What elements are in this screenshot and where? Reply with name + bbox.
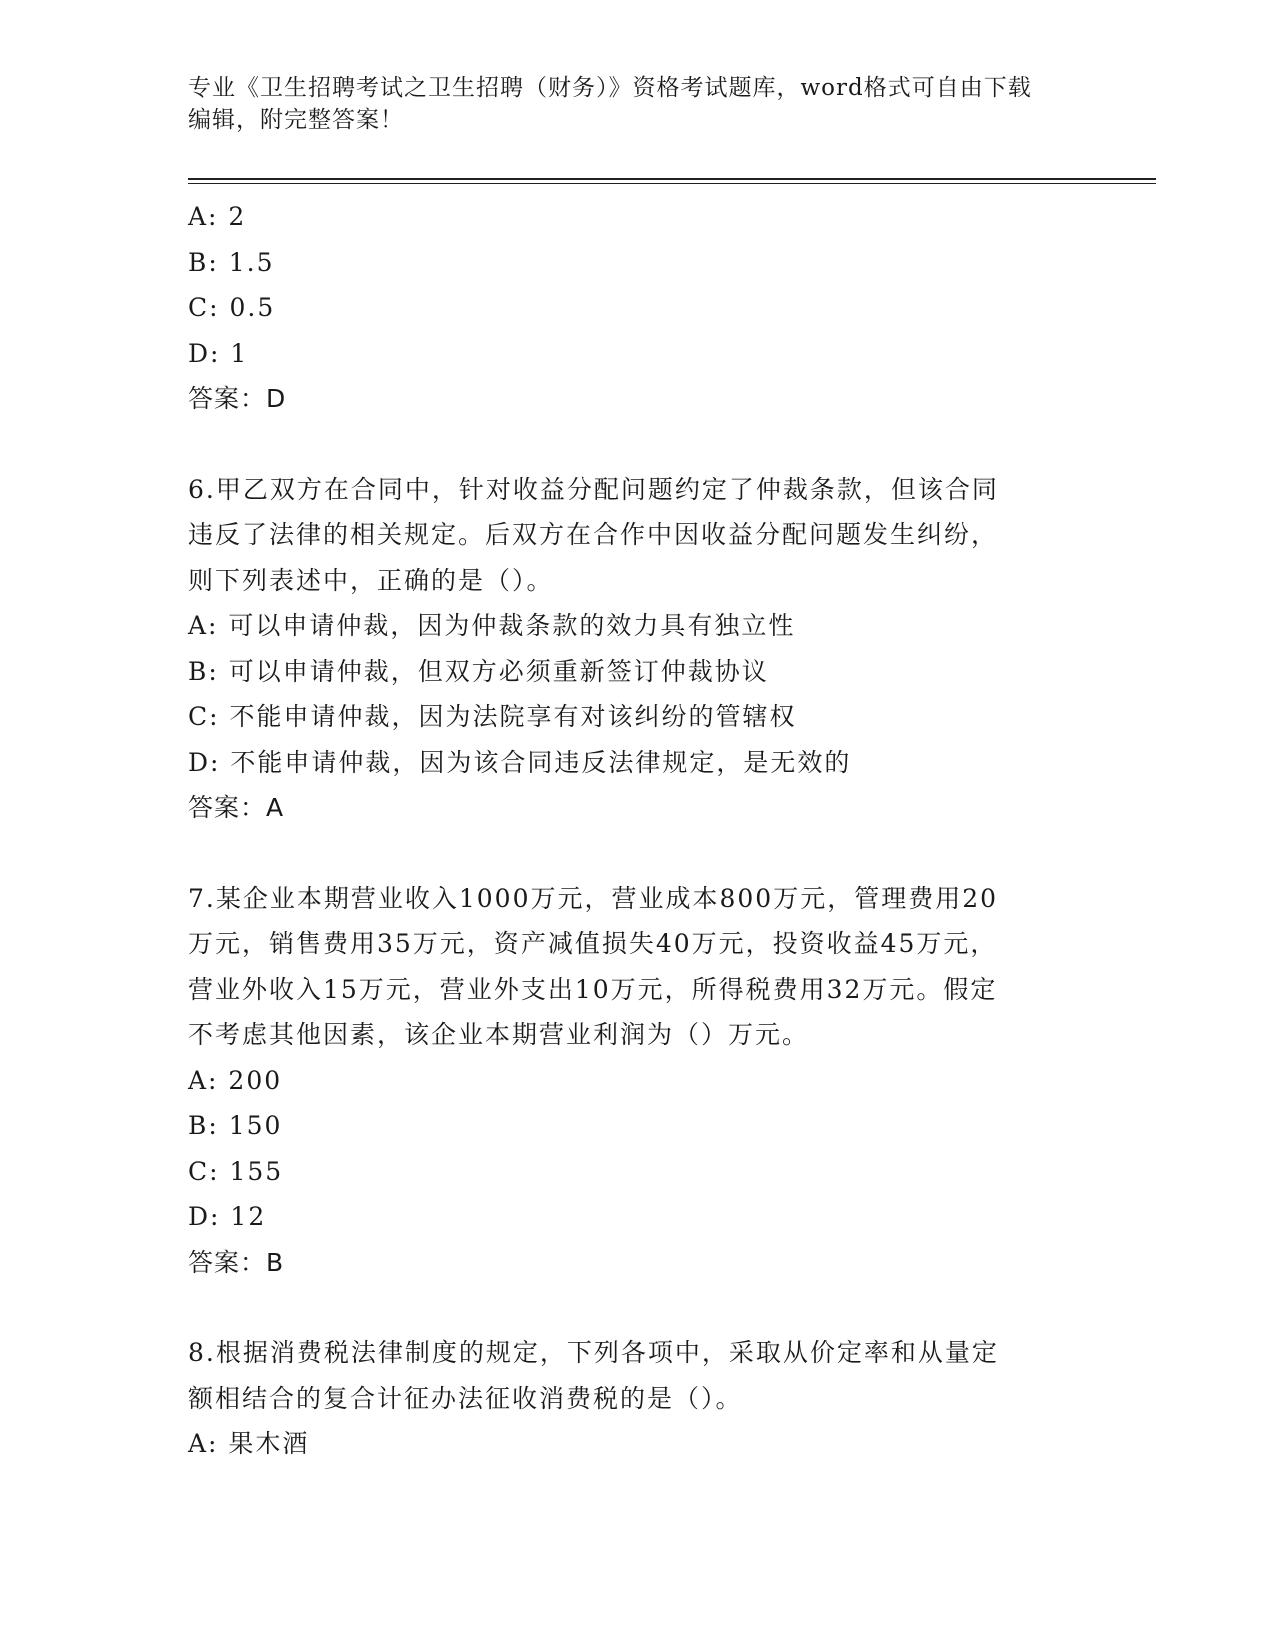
question-8-block — [188, 1330, 1088, 1467]
option-a: A: 200 — [188, 1065, 283, 1095]
option-d: D: 不能申请仲裁，因为该合同违反法律规定，是无效的 — [188, 747, 852, 777]
question-text-line: 违反了法律的相关规定。后双方在合作中因收益分配问题发生纠纷， — [188, 520, 999, 549]
option-b: B: 150 — [188, 1111, 283, 1140]
question-text-line: 则下列表述中，正确的是（）。 — [188, 565, 554, 595]
option-a: A: 果木酒 — [188, 1429, 310, 1458]
question-7-block — [188, 876, 1088, 1286]
option-c: C: 155 — [188, 1156, 284, 1186]
question-text-line: 万元，销售费用35万元，资产减值损失40万元，投资收益45万元， — [188, 929, 998, 958]
question-text-line: 不考虑其他因素，该企业本期营业利润为（）万元。 — [188, 1020, 810, 1049]
question-text-line: 营业外收入15万元，营业外支出10万元，所得税费用32万元。假定 — [188, 974, 998, 1004]
question-5-block — [188, 194, 1088, 422]
option-b: B: 1.5 — [188, 247, 275, 277]
question-text-line: 额相结合的复合计征办法征收消费税的是（）。 — [188, 1383, 743, 1413]
document-header — [188, 72, 1088, 136]
document-body — [188, 194, 1088, 1467]
question-text-line: 8.根据消费税法律制度的规定，下列各项中，采取从价定率和从量定 — [188, 1338, 999, 1367]
header-divider-thick — [188, 178, 1156, 180]
answer-label: 答案：A — [188, 793, 285, 822]
header-line-1: 专业《卫生招聘考试之卫生招聘（财务）》资格考试题库，word格式可自由下载 — [188, 75, 1032, 101]
question-text-line: 7.某企业本期营业收入1000万元，营业成本800万元，管理费用20 — [188, 883, 999, 913]
question-text-line: 6.甲乙双方在合同中，针对收益分配问题约定了仲裁条款，但该合同 — [188, 474, 999, 504]
option-b: B: 可以申请仲裁，但双方必须重新签订仲裁协议 — [188, 656, 769, 686]
header-divider-thin — [188, 183, 1156, 184]
answer-label: 答案：D — [188, 384, 287, 413]
option-a: A: 2 — [188, 202, 247, 231]
option-d: D: 12 — [188, 1202, 267, 1231]
option-c: C: 0.5 — [188, 293, 276, 322]
header-line-2: 编辑，附完整答案！ — [188, 107, 404, 133]
option-c: C: 不能申请仲裁，因为法院享有对该纠纷的管辖权 — [188, 702, 797, 731]
option-d: D: 1 — [188, 338, 249, 368]
option-a: A: 可以申请仲裁，因为仲裁条款的效力具有独立性 — [188, 611, 796, 640]
question-6-block — [188, 467, 1088, 831]
answer-label: 答案：B — [188, 1247, 285, 1277]
